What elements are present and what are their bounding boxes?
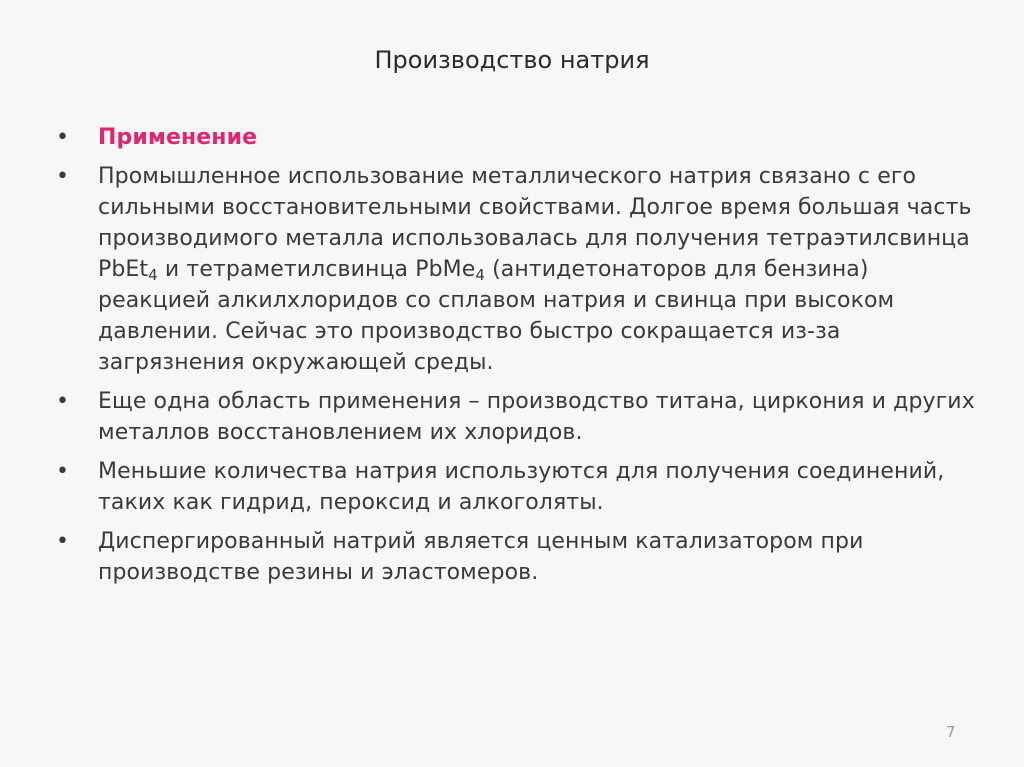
paragraph-text-part3: (антидетонаторов для бензина) реакцией алкилхлоридов со сплавом натрия и свинца при высоком давлении. Сейчас это производство быстро сокращается из-за загрязнения окружающей среды. bbox=[98, 257, 895, 375]
paragraph-text-part2: и тетраметилсвинца PbMe bbox=[157, 257, 476, 282]
list-item bbox=[56, 161, 986, 378]
paragraph-industrial-use bbox=[98, 161, 986, 378]
page-number: 7 bbox=[946, 723, 956, 741]
bullet-list bbox=[56, 122, 986, 596]
slide-title: Производство натрия bbox=[374, 46, 650, 74]
subscript-4: 4 bbox=[475, 266, 486, 284]
bullet-text: Меньшие количества натрия используются для получения соединений, таких как гидрид, пероксид и алкоголяты. bbox=[98, 459, 945, 515]
list-item bbox=[56, 456, 986, 518]
list-item bbox=[56, 386, 986, 448]
bullet-marker: • bbox=[56, 164, 69, 189]
list-item bbox=[56, 122, 986, 153]
bullet-marker: • bbox=[56, 389, 69, 414]
subscript-4: 4 bbox=[148, 266, 158, 284]
bullet-marker: • bbox=[56, 459, 69, 484]
section-heading: Применение bbox=[98, 125, 258, 150]
bullet-text: Еще одна область применения – производство титана, циркония и других металлов восстановлением их хлоридов. bbox=[98, 389, 975, 445]
bullet-marker: • bbox=[56, 125, 69, 150]
bullet-text: Диспергированный натрий является ценным катализатором при производстве резины и эластомеров. bbox=[98, 529, 864, 585]
paragraph-text-part1: Промышленное использование металлического натрия связано с его сильными восстановительными свойствами. Долгое время большая часть производимого металла использовалась для получения тетраэтилсвинца PbEt bbox=[98, 164, 972, 282]
bullet-marker: • bbox=[56, 529, 69, 554]
list-item bbox=[56, 526, 986, 588]
